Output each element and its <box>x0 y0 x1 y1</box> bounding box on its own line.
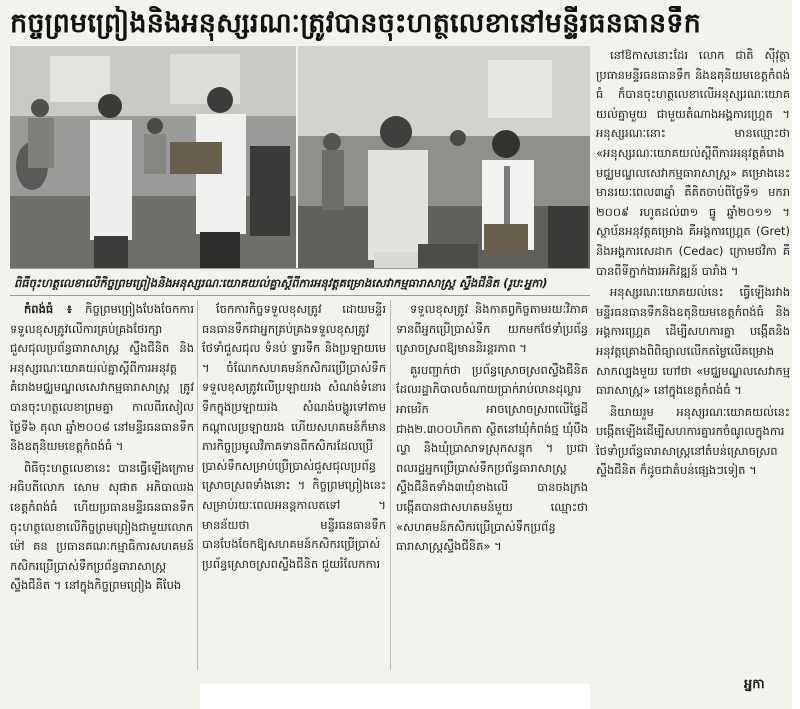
blank-margin <box>200 684 590 709</box>
paragraph: អនុស្សរណៈយោគយល់នេះ ធ្វើឡើងរវាងមន្ទីរធនធានទឹកនិងឧតុនិយមខេត្តកំពង់ធំ និងអង្គការហ្គ្រេត ដើម្បីសហការគ្នា បង្កើតនិងអនុវត្តគ្រោងពិពិធ្យាលលើកតម្លៃលើគម្រោងសាកល្បងមួយ ហៅថា «មជ្ឈមណ្ឌលសេវាកម្មធារាសាស្ត្រ» នៅក្នុងខេត្តកំពង់ធំ ។ <box>596 285 790 398</box>
article-column-2 <box>202 300 386 680</box>
paragraph: នៅឱកាសនោះដែរ លោក ជាតិ ស៊ីវុត្ថា ប្រធានមន្ទីរធនធានទឹក និងឧតុនិយមខេត្តកំពង់ធំ ក៏បានចុះហត្ថលេខាលើអនុស្សរណៈយោគយល់គ្នាមួយ ជាមួយតំណាងអង្គការហ្គ្រេត ។ អនុស្សរណៈនោះ មានឈ្មោះថា «អនុស្សរណៈយោគយល់ស្តីពីការអនុវត្តគំរោងមជ្ឈមណ្ឌលសេវាកម្មធារាសាស្ត្រ» គម្រោងនេះមានរយៈពេល៣ឆ្នាំ គឺគិតចាប់ពីថ្ងៃទី១ មករា ២០០៩ រហូតដល់៣១ ធ្នូ ឆ្នាំ២០១១ ។ ស្ថាប័នអនុវត្តគម្រោង គឺអង្គការហ្គ្រេត (Gret) និងអង្គការសេដាក (Cedac) ក្រោមថវិកា គឺបានពីទីភ្នាក់ងារអភិវឌ្ឍន៍ បារាំង ។ <box>596 48 790 278</box>
column-divider <box>197 300 198 670</box>
photo-signing-right <box>298 46 590 268</box>
photo-signing-left <box>10 46 296 268</box>
photo-caption: ពិធីចុះហត្ថលេខាលើកិច្ចព្រមព្រៀងនិងអនុស្សរណៈយោគយល់គ្នាស្តីពីការអនុវត្តគម្រោងសេវាកម្មធារាសាស្ត្រ ស្ទឹងជីនិត (រូប:អ្នកា) <box>10 268 590 296</box>
article-column-1 <box>10 300 194 700</box>
dateline: កំពង់ធំ ៖ <box>24 302 72 316</box>
article-column-4 <box>596 46 790 686</box>
paragraph: កិច្ចព្រមព្រៀងបែងចែកការទទួលខុសត្រូវលើការគ្រប់គ្រងថែរក្សាជួសជុលប្រព័ន្ធធារាសាស្ត្រ ស្ទឹងជីនិត និងអនុស្សរណៈយោគយល់គ្នាស្តីពីការអនុវត្តគំរោងមជ្ឈមណ្ឌលសេវាកម្មធារាសាស្ត្រ ត្រូវបានចុះហត្ថលេខាព្រមគ្នា កាលពីរសៀលថ្ងៃទី៦ តុលា ឆ្នាំ២០០៨ នៅមន្ទីរធនធានទឹក និងឧតុនិយមខេត្តកំពង់ធំ ។ <box>10 302 194 454</box>
column-divider <box>390 300 391 670</box>
byline: អ្នកា <box>744 677 765 692</box>
article-headline: កច្ចព្រមព្រៀងនិងអនុស្សរណៈត្រូវបានចុះហត្ថលេខានៅមន្ទីរធនធានទឹក <box>10 8 701 39</box>
article-column-3 <box>396 300 588 680</box>
paragraph: និយាយរួម អនុស្សរណៈយោគយល់នេះ បង្កើតឡើងដើម្បីសហការគ្នារកចំណូលក្នុងការថែទាំប្រព័ន្ធធារាសាស្ត្រនៅតំបន់ស្រោចស្រពស្ទឹងជីនិត ក៏ដូចជាតំបន់ផ្សេងៗទៀត ។ <box>596 404 790 478</box>
paragraph: ពិធីចុះហត្ថលេខានេះ បានធ្វើឡើងក្រោមអធិបតីលោក សោម សុផាត អភិបាលរងខេត្តកំពង់ធំ ហើយប្រធានមន្ទីរធនធានទឹក ចុះហត្ថលេខាលើកិច្ចព្រមព្រៀងជាមួយលោក ម៉ៅ គន ប្រធានគណៈកម្មាធិការសហគមន៍កសិករប្រើប្រាស់ទឹកប្រព័ន្ធធារាសាស្ត្រស្ទឹងជីនិត ។ នៅក្នុងកិច្ចព្រមព្រៀង គឺបែង <box>10 460 194 593</box>
blank-margin <box>792 0 800 709</box>
paragraph: ចែកការកិច្ចទទួលខុសត្រូវ ដោយមន្ទីរធនធានទឹកជាអ្នកគ្រប់គ្រងទទួលខុសត្រូវថែទាំជួសជុល ទំនប់ ទ្វារទឹក និងប្រឡាយមេ ។ ចំណែកសហគមន៍កសិករប្រើប្រាស់ទឹក ទទួលខុសត្រូវលើប្រឡាយរង សំណង់ទំនោរទឹកក្នុងប្រឡាយរង សំណង់បង្ហូរទៅតាមកណ្តាលប្រឡាយរង ហើយសហគមន៍ក៏មានភារកិច្ចប្រមូលវិភាគទានពីកសិករដែលប្រើប្រាស់ទឹកសម្រាប់ប្រើប្រាស់ជួសជុលប្រព័ន្ធស្រោចស្រពទាំងនោះ ។ កិច្ចព្រមព្រៀងនេះសម្រាប់រយៈពេលអនន្តកាលតទៅ ។ មានន័យថា មន្ទីរធនធានទឹកបានបែងចែកឱ្យសហគមន៍កសិករប្រើប្រាស់ប្រព័ន្ធស្រោចស្រពស្ទឹងជីនិត ជួយរំលែកការ <box>202 302 386 571</box>
paragraph: ទទួលខុសត្រូវ និងកាតព្វកិច្ចតាមរយៈវិភាគទានពីអ្នកប្រើប្រាស់ទឹក យកមកថែទាំប្រព័ន្ធស្រោចស្រពឱ្យមាននិរន្តរភាព ។ <box>396 302 588 356</box>
paragraph: គួរបញ្ជាក់ថា ប្រព័ន្ធស្រោចស្រពស្ទឹងជីនិត ដែលរដ្ឋាភិបាលចំណាយប្រាក់រាប់លានដុល្លារអាមេរិក អាចស្រោចស្រពលើផ្ទៃដីជាង២.៣០០ហិកតា ស្ថិតនៅឃុំកំពង់ថ្ម ឃុំបឹងល្វា និងឃុំប្រាសាទស្រុកសន្ទុក ។ ប្រជាពលរដ្ឋអ្នកប្រើប្រាស់ទឹកប្រព័ន្ធធារាសាស្ត្រ ស្ទឹងជីនិតទាំង៣ឃុំខាងលើ បានចងក្រងបង្កើតបានជាសហគមន៍មួយ ឈ្មោះថា «សហគមន៍កសិករប្រើប្រាស់ទឹកប្រព័ន្ធធារាសាស្ត្រស្ទឹងជីនិត» ។ <box>396 362 588 554</box>
